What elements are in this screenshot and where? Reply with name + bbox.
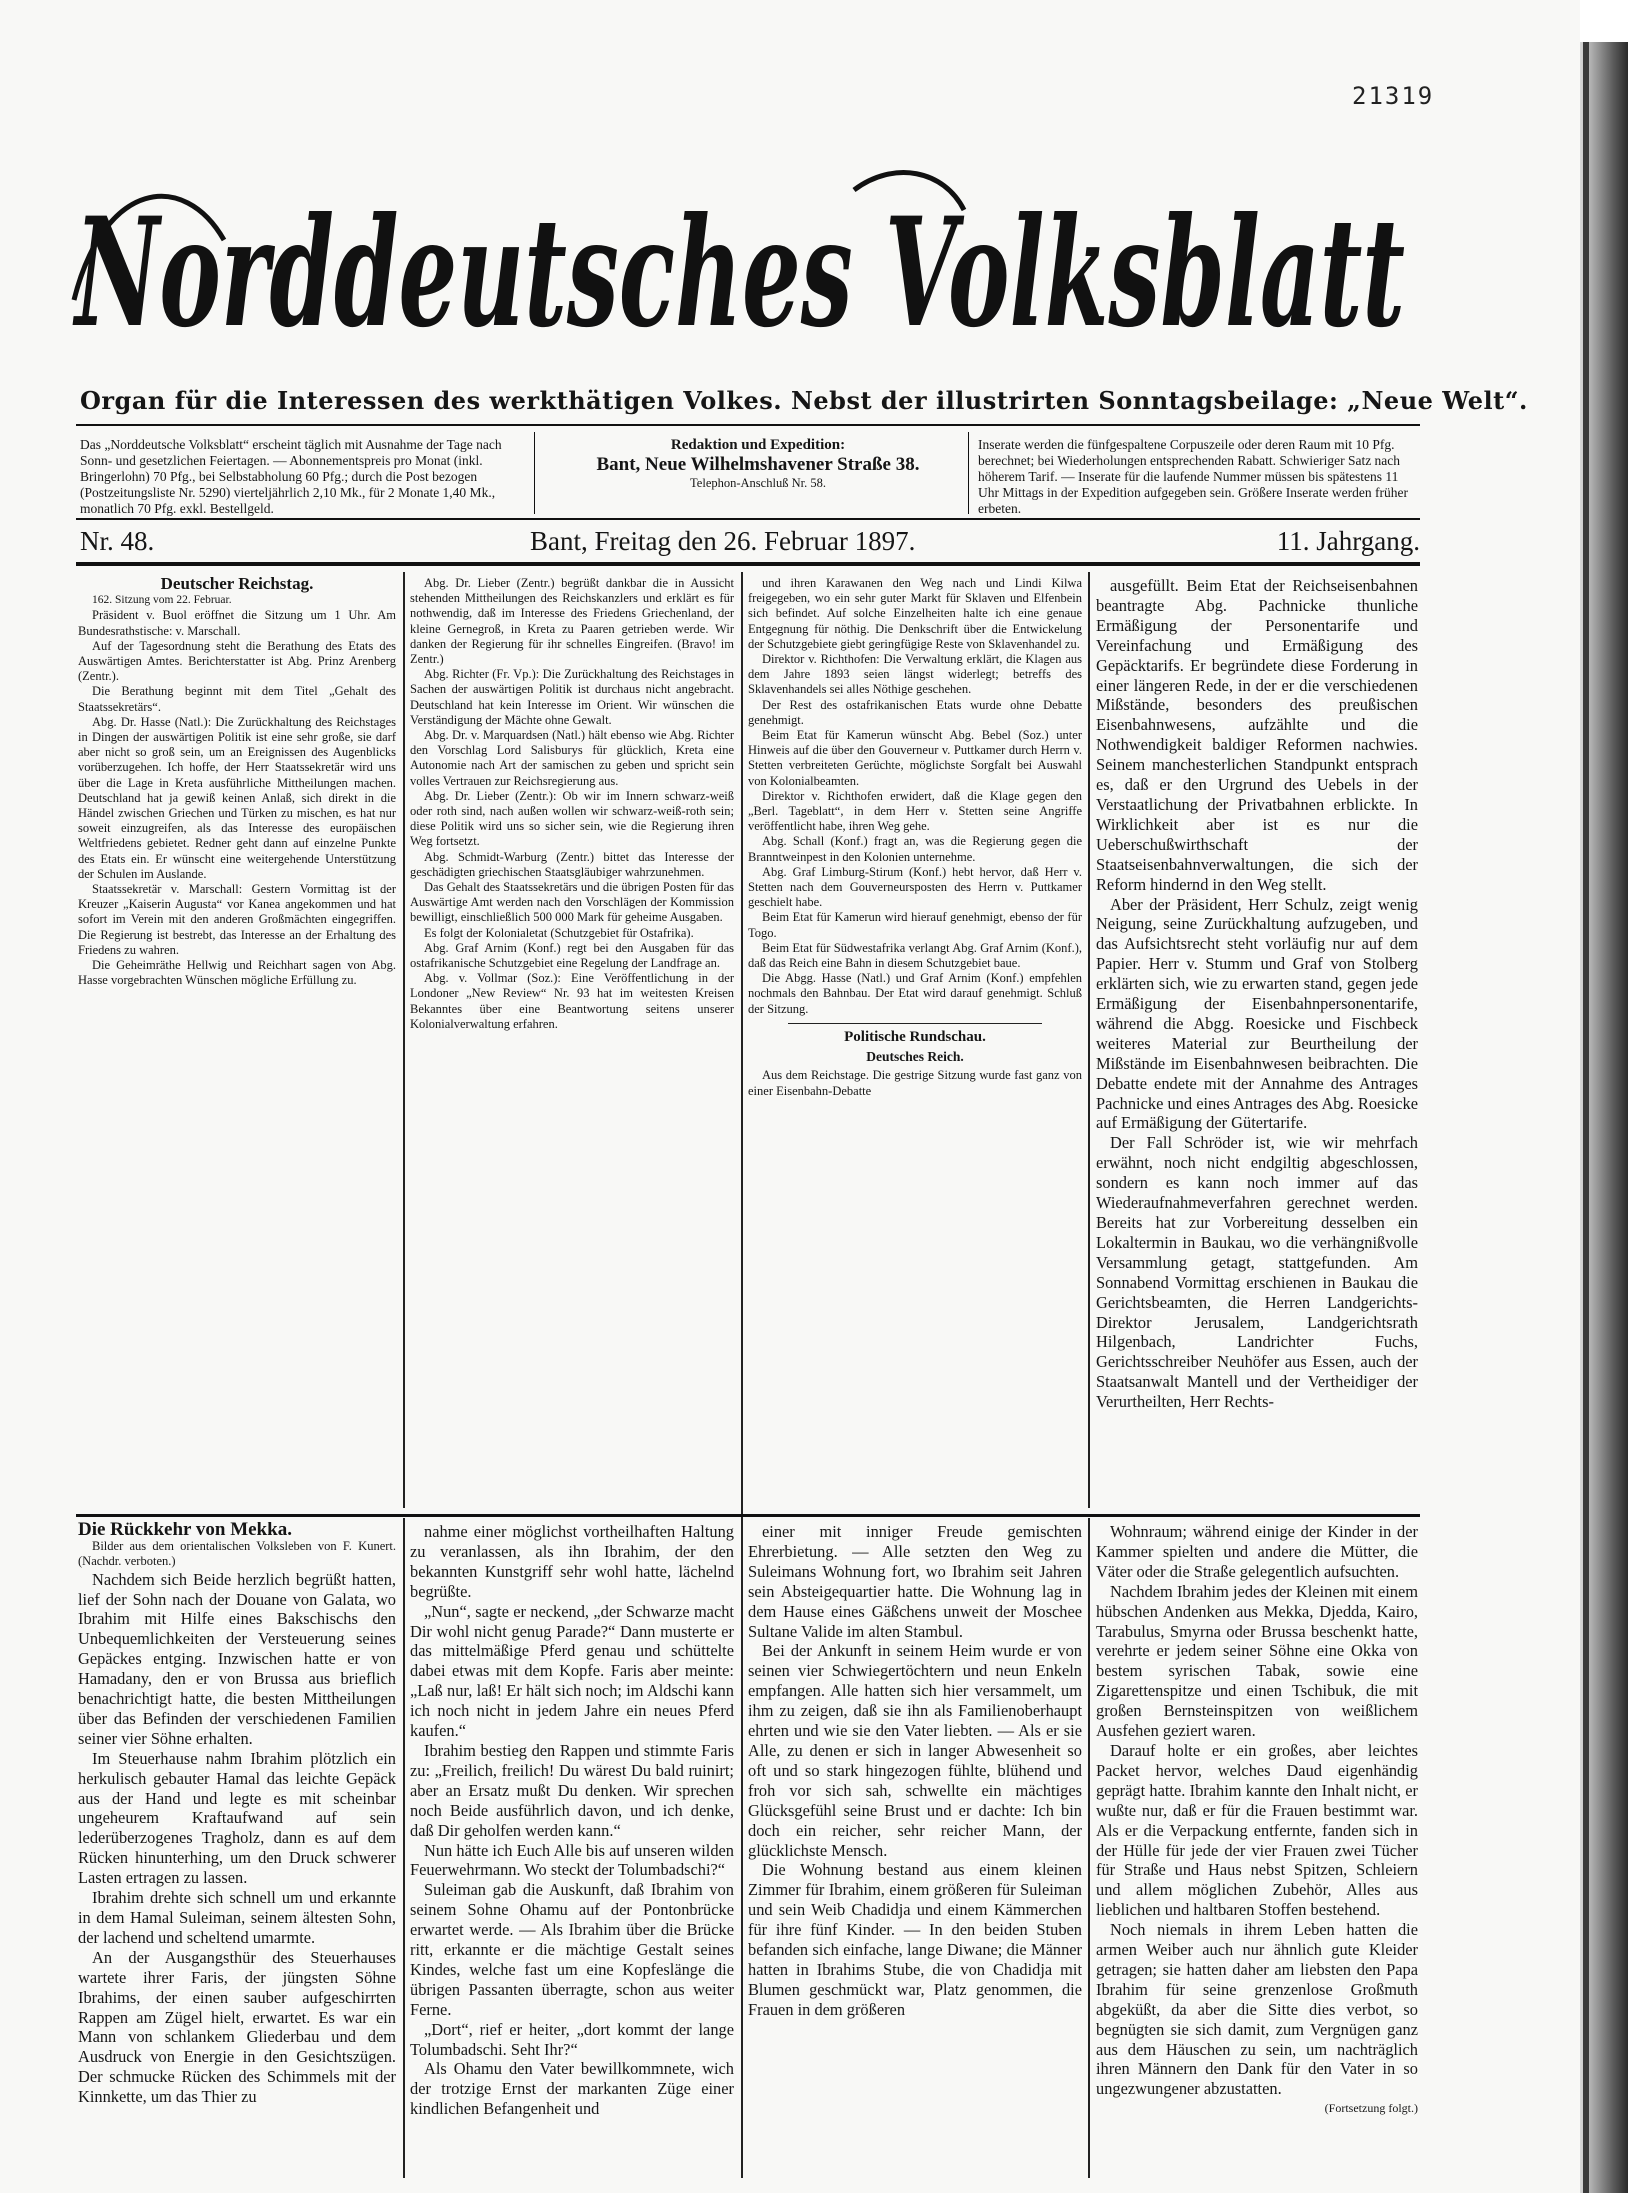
column-1 [78, 576, 396, 1504]
info-telephone: Telephon-Anschluß Nr. 58. [690, 476, 826, 490]
feuilleton-c2-p1: nahme einer möglichst vortheilhaften Haltung zu veranlassen, als ihn Ibrahim, der den bekannten Kunstgriff sehr wohl hatte, lächelnd begrüßte. [410, 1522, 734, 1601]
feuilleton-byline: Bilder aus dem orientalischen Volksleben von F. Kunert. (Nachdr. verboten.) [78, 1539, 396, 1569]
archive-mark: 21319 [1352, 82, 1435, 110]
reichstag-p2: Auf der Tagesordnung steht die Berathung des Etats des Auswärtigen Amtes. Berichterstatter ist Abg. Prinz Arenberg (Zentr.). [78, 638, 396, 684]
col4-p2: Aber der Präsident, Herr Schulz, zeigt wenig Neigung, seine Zurückhaltung aufzugeben, und das Aufsichtsrecht steht vorläufig nur auf dem Papier. Herr v. Stumm und Graf von Stolberg erklärten sich, wie zu erwarten stand, gegen jede Ermäßigung der Eisenbahnpersonentarife, während die Abgg. Roesicke und Fischbeck weiteres Material zur Beurtheilung der Mißstände im Eisenbahnwesen beibrachten. Die Debatte endete mit der Annahme des Antrages Pachnicke und eines Antrages des Abg. Roesicke auf Ermäßigung der Gütertarife. [1096, 894, 1418, 1133]
rundschau-rule [788, 1023, 1042, 1024]
column-rule-1 [403, 572, 405, 1508]
feuilleton-c1-p3: Ibrahim drehte sich schnell um und erkannte in dem Hamal Suleiman, seinem ältesten Sohn, der lachend und scheltend umarmte. [78, 1888, 396, 1947]
issue-date: Bant, Freitag den 26. Februar 1897. [530, 526, 916, 556]
reichstag-session: 162. Sitzung vom 22. Februar. [92, 594, 232, 607]
col2-p8: Abg. Graf Arnim (Konf.) regt bei den Ausgaben für das ostafrikanische Schutzgebiet eine Regelung der Landfrage an. [410, 940, 734, 971]
info-inserate: Inserate werden die fünfgespaltene Corpuszeile oder deren Raum mit 10 Pfg. berechnet; bei Wiederholungen entsprechenden Rabatt. Schwieriger Satz nach höherem Tarif. — Inserate für die laufende Nummer müssen bis spätestens 11 Uhr Mittags in der Expedition aufgegeben sein. Größere Inserate werden früher erbeten. [978, 437, 1408, 516]
feuilleton-headline: Die Rückkehr von Mekka. [78, 1522, 292, 1540]
reichstag-p4: Abg. Dr. Hasse (Natl.): Die Zurückhaltung des Reichstages in Dingen der auswärtigen Politik ist eine sehr große, sie darf aber nicht so groß sein, um an Ereignissen des Augenblicks vorüberzugehen. Ich hoffe, der Herr Staatssekretär wird uns über die Lage in Kreta ausführliche Mittheilungen machen. Deutschland hat ja gewiß keinen Anlaß, sich direkt in die Händel zwischen Griechen und Türken zu mischen, es hat nur soweit einzugreifen, als das Interesse des europäischen Weltfriedens gebietet. Redner geht dann auf einzelne Punkte des Etats ein. Er wünscht eine weitergehende Unterstützung der Schulen im Auslande. [78, 714, 396, 881]
reichstag-p6: Die Geheimräthe Hellwig und Reichhart sagen von Abg. Hasse vorgebrachten Wünschen mögliche Erfüllung zu. [78, 958, 396, 988]
col3-p7: Abg. Graf Limburg-Stirum (Konf.) hebt hervor, daß Herr v. Stetten nach dem Gouverneursposten des Herrn v. Puttkamer geschielt habe. [748, 864, 1082, 910]
reichstag-headline: Deutscher Reichstag. [160, 576, 314, 593]
reichstag-p1: Präsident v. Buol eröffnet die Sitzung um 1 Uhr. Am Bundesrathstische: v. Marschall. [78, 608, 396, 638]
col3-p2: Direktor v. Richthofen: Die Verwaltung erklärt, die Klagen aus dem Jahre 1893 seien längst widerlegt; betreffs des Sklavenhandels sei alles Nöthige geschehen. [748, 652, 1082, 697]
feuilleton-c2-p2: „Nun“, sagte er neckend, „der Schwarze macht Dir wohl nicht genug Parade?“ Dann musterte er das mittelmäßige Pferd genau und schüttelte dabei etwas mit dem Kopfe. Faris aber meinte: „Laß nur, laß! Er hält sich noch; im Aldschi kann ich noch nicht in jedem Jahre ein neues Pferd kaufen.“ [410, 1601, 734, 1741]
spine-edge [1583, 42, 1589, 2193]
feuilleton-c4-p2: Nachdem Ibrahim jedes der Kleinen mit einem hübschen Andenken aus Mekka, Djedda, Kairo, Tarabulus, Smyrna oder Brussa beschenkt hatte, verehrte er jedem seiner Söhne eine Okka von bestem syrischen Tabak, sowie eine Zigarettenspitze und einen Tschibuk, die mit großen Bernsteinspitzen von weißlichem Ausfehen geziert waren. [1096, 1581, 1418, 1741]
feuilleton-c2-p7: Als Ohamu den Vater bewillkommnete, wich der trotzige Ernst der markanten Züge einer kindlichen Befangenheit und [410, 2059, 734, 2119]
col3-p5: Direktor v. Richthofen erwidert, daß die Klage gegen den „Berl. Tageblatt“, in dem Herr v. Stetten seine Angriffe veröffentlicht habe, ihren Weg gehe. [748, 788, 1082, 834]
column-rule-f3 [1088, 1518, 1090, 2178]
feuilleton-column-4 [1096, 1522, 1418, 2172]
feuilleton-column-2 [410, 1522, 734, 2172]
col4-p1: ausgefüllt. Beim Etat der Reichseisenbahnen beantragte Abg. Pachnicke thunliche Ermäßigung der Personentarife und Vereinfachung und Ermäßigung des Gepäcktarifs. Er begründete diese Forderung in einer längeren Rede, in der er die verschiedenen Mißstände, besonders des preußischen Eisenbahnwesens, aufzählte und die Nothwendigkeit baldiger Reformen nachwies. Seinem manchesterlichen Standpunkt entsprach es, daß er den Urgrund des Uebels in der Verstaatlichung der Privatbahnen erblickte. In Wirklichkeit aber ist es nur die Ueberschußwirthschaft der Staatseisenbahnverwaltungen, die sich der Reform hindernd in den Weg stellt. [1096, 576, 1418, 894]
feuilleton-c3-p3: Die Wohnung bestand aus einem kleinen Zimmer für Ibrahim, einem größeren für Suleiman und sein Weib Chadidja und einem Kämmerchen für ihre fünf Kinder. — In den beiden Stuben befanden sich einfache, lange Diwane; die Männer hatten in Ibrahims Stube, die von Chadidja mit Blumen geschmückt war, Platz genommen, die Frauen in dem größeren [748, 1860, 1082, 2019]
masthead-title: Norddeutsches Volksblatt [72, 185, 1406, 361]
feuilleton-c2-p4: Nun hätte ich Euch Alle bis auf unseren wilden Feuerwehrmann. Wo steckt der Tolumbadschi?“ [410, 1840, 734, 1880]
issue-number: Nr. 48. [80, 526, 155, 556]
feuilleton-c3-p1: einer mit inniger Freude gemischten Ehrerbietung. — Alle setzten den Weg zu Suleimans Wohnung fort, wo Ibrahim seit Jahren sein Absteigequartier hatte. Die Wohnung lag in dem Hause eines Gäßchens unweit der Moschee Sultane Valide im alten Stambul. [748, 1522, 1082, 1641]
feuilleton-c4-p4: Noch niemals in ihrem Leben hatten die armen Weiber auch nur ähnlich gute Kleider getragen; sie hatten daher am liebsten den Papa Ibrahim für seine grenzenlose Großmuth abgeküßt, da aber die Sitte dies verbot, so begnügten sie sich damit, zum Vergnügen ganz aus dem Häuschen zu sein, um nachträglich ihren Männern den Dank für den Vater in so ungezwungener abzustatten. [1096, 1920, 1418, 2099]
column-4 [1096, 576, 1418, 1504]
feuilleton-column-3 [748, 1522, 1082, 2172]
rule-dateline [76, 562, 1420, 566]
feuilleton-c4-p1: Wohnraum; während einige der Kinder in der Kammer spielten und andere die Mütter, die Väter oder die Straße gelegentlich aufsuchten. [1096, 1522, 1418, 1581]
col3-p10: Die Abgg. Hasse (Natl.) und Graf Arnim (Konf.) empfehlen nochmals den Bahnbau. Der Etat wird darauf genehmigt. Schluß der Sitzung. [748, 971, 1082, 1016]
masthead-svg [64, 150, 1416, 380]
feuilleton-c4-p3: Darauf holte er ein großes, aber leichtes Packet hervor, welches Daud eigenhändig geprägt hatte. Ibrahim kannte den Inhalt nicht, er wußte nur, daß er für die Frauen bestimmt war. Als er die Verpackung entfernte, fanden sich in der Hülle für jede der vier Frauen zwei Tücher für Straße und Haus nebst Spitzen, Schleiern und allem möglichen Zubehör, Alles aus lieblichen und haltbaren Stoffen bestehend. [1096, 1740, 1418, 1920]
col2-p1: Abg. Dr. Lieber (Zentr.) begrüßt dankbar die in Aussicht stehenden Mittheilungen des Reichskanzlers und erklärt es für nothwendig, daß im Interesse des Friedens Griechenland, der kleine Gernegroß, in Kreta zu Paaren getrieben werde. Wir danken der Regierung für ihr schnelles Eingreifen. (Bravo! im Zentr.) [410, 576, 734, 667]
rule-top [76, 424, 1420, 426]
col3-p8: Beim Etat für Kamerun wird hierauf genehmigt, ebenso der für Togo. [748, 910, 1082, 940]
col2-p6: Das Gehalt des Staatssekretärs und die übrigen Posten für das Auswärtige Amt werden nach den Vorschlägen der Kommission bewilligt, einschließlich 500 000 Mark für geheime Ausgaben. [410, 880, 734, 925]
column-rule-f1 [403, 1518, 405, 2178]
col2-p4: Abg. Dr. Lieber (Zentr.): Ob wir im Innern schwarz-weiß oder roth sind, nach außen wollen wir schwarz-weiß-roth sein; diese Politik wird uns so sicher sein, wie die Regierung ihren Weg fortsetzt. [410, 788, 734, 849]
issue-year: 11. Jahrgang. [1276, 526, 1420, 556]
col3-p6: Abg. Schall (Konf.) fragt an, was die Regierung gegen die Branntweinpest in den Kolonien unternehme. [748, 834, 1082, 864]
column-rule-f2 [741, 1518, 743, 2178]
feuilleton-c2-p5: Suleiman gab die Auskunft, daß Ibrahim von seinem Sohne Ohamu auf der Pontonbrücke erwartet werde. — Als Ibrahim über die Brücke ritt, erkannte er die mächtige Gestalt seines Kindes, welche fast um eine Kopfeslänge die übrigen Passanten überragte, schon aus weiter Ferne. [410, 1880, 734, 2019]
col2-p2: Abg. Richter (Fr. Vp.): Die Zurückhaltung des Reichstages in Sachen der auswärtigen Politik ist durchaus nicht angebracht. Deutschland hat kein Interesse im Orient. Wir wünschen die Verständigung der Mächte ohne Gewalt. [410, 667, 734, 727]
feuilleton-c2-p6: „Dort“, rief er heiter, „dort kommt der lange Tolumbadschi. Seht Ihr?“ [410, 2019, 734, 2059]
feuilleton-c1-p4: An der Ausgangsthür des Steuerhauses wartete ihrer Faris, der jüngsten Söhne Ibrahims, der einen sauber aufgeschirrten Rappen am Zügel hielt, erwartet. Es war ein Mann von schlankem Gliederbau und dem Ausdruck von Energie in den Gesichtszügen. Der schmucke Rücken des Schimmels mit der Kinnkette, um das Thier zu [78, 1947, 396, 2107]
masthead [64, 150, 1416, 380]
col3-p4: Beim Etat für Kamerun wünscht Abg. Bebel (Soz.) unter Hinweis auf die über den Gouverneur v. Puttkamer durch Herrn v. Stetten verbreiteten Gerüchte, möglichste Sorgfalt bei Auswahl von Kolonialbeamten. [748, 728, 1082, 788]
rule-info-bottom [76, 518, 1420, 520]
column-2 [410, 576, 734, 1504]
col3-p1: und ihren Karawanen den Weg nach und Lindi Kilwa freigegeben, wo ein sehr guter Markt für Sklaven und Elfenbein sich befindet. Auf solche Einzelheiten halte ich eine genaue Entgegnung für nöthig. Die Denkschrift über die Entwickelung der Schutzgebiete giebt geringfügige Reste von Sklavenhandel zu. [748, 576, 1082, 651]
column-rule-3 [1088, 572, 1090, 1508]
feuilleton-column-1 [78, 1522, 396, 2172]
rule-feuilleton [76, 1514, 1420, 1517]
col2-p7: Es folgt der Kolonialetat (Schutzgebiet für Ostafrika). [424, 925, 694, 940]
feuilleton-c1-p1: Nachdem sich Beide herzlich begrüßt hatten, lief der Sohn nach der Douane von Galata, wo Ibrahim mit Hilfe eines Bakschischs den Unbequemlichkeiten der Versteuerung seines Gepäckes entging. Inzwischen hatte er von Hamadany, den er von Brussa aus brieflich benachrichtigt hatte, die besten Mittheilungen über das Befinden der verschiedenen Familien seiner vier Söhne erhalten. [78, 1569, 396, 1748]
info-redaction [548, 437, 968, 491]
info-subscription: Das „Norddeutsche Volksblatt“ erscheint täglich mit Ausnahme der Tage nach Sonn- und gesetzlichen Feiertagen. — Abonnementspreis pro Monat (inkl. Bringerlohn) 70 Pfg., bei Selbstabholung 60 Pfg.; durch die Post bezogen (Postzeitungsliste Nr. 5290) vierteljährlich 2,10 Mk., für 2 Monate 1,40 Mk., monatlich 70 Pfg. exkl. Bestellgeld. [80, 437, 502, 516]
rule-info-2 [968, 432, 969, 514]
col2-p9: Abg. v. Vollmar (Soz.): Eine Veröffentlichung in der Londoner „New Review“ Nr. 93 hat im weitesten Kreisen Bekanntes über eine Beantwortung seitens unserer Kolonialverwaltung erfahren. [410, 971, 734, 1031]
col2-p5: Abg. Schmidt-Warburg (Zentr.) bittet das Interesse der geschädigten griechischen Staatsgläubiger wahrzunehmen. [410, 849, 734, 879]
rundschau-p1: Aus dem Reichstage. Die gestrige Sitzung wurde fast ganz von einer Eisenbahn-Debatte [748, 1068, 1082, 1098]
feuilleton-continued: (Fortsetzung folgt.) [1324, 2101, 1418, 2116]
col3-p9: Beim Etat für Südwestafrika verlangt Abg. Graf Arnim (Konf.), daß das Reich eine Bahn in diesem Schutzgebiet baue. [748, 940, 1082, 971]
info-redaction-label: Redaktion und Expedition: [670, 437, 846, 453]
col4-p3: Der Fall Schröder ist, wie wir mehrfach erwähnt, noch nicht endgiltig abgeschlossen, sondern es kann noch immer auf das Wiederaufnahmeverfahren gerechnet werden. Bereits hat zur Vorbereitung desselben ein Lokaltermin in Baukau, wo die verhängnißvolle Versammlung getagt, stattgefunden. Am Sonnabend Vormittag erschienen in Baukau die Gerichtsbeamten, die Herren Landgerichts-Direktor Jerusalem, Landgerichtsrath Hilgenbach, Landrichter Fuchs, Gerichtsschreiber Neuhöfer aus Essen, auch der Staatsanwalt Mantell und der Vertheidiger der Verurtheilten, Herr Rechts- [1096, 1133, 1418, 1412]
col3-p3: Der Rest des ostafrikanischen Etats wurde ohne Debatte genehmigt. [748, 697, 1082, 727]
reichstag-p3: Die Berathung beginnt mit dem Titel „Gehalt des Staatssekretärs“. [78, 684, 396, 714]
feuilleton-c1-p2: Im Steuerhause nahm Ibrahim plötzlich ein herkulisch gebauter Hamal das leichte Gepäck aus der Hand und legte es mit scheinbar ungeheurem Kraftaufwand auf sein lederüberzogenes Tragholz, dann es auf dem Rücken hinunterhing, um den Druck schwerer Lasten ertragen zu lassen. [78, 1748, 396, 1888]
feuilleton-c2-p3: Ibrahim bestieg den Rappen und stimmte Faris zu: „Freilich, freilich! Du wärest Du bald ruinirt; aber an Ersatz mußt Du denken. Wir sprechen noch Beide ausführlich davon, und ich denke, daß Dir geholfen werden kann.“ [410, 1740, 734, 1840]
rundschau-subheadline: Deutsches Reich. [866, 1049, 964, 1065]
rule-info-1 [534, 432, 535, 514]
feuilleton-c3-p2: Bei der Ankunft in seinem Heim wurde er von seinen vier Schwiegertöchtern und neun Enkeln empfangen. Alle hatten sich hier versammelt, um ihm zu zeigen, daß sie ihn als Familienoberhaupt ehrten und wie sie den Vater liebten. — Als er sie Alle, zu denen er sich in langer Abwesenheit so oft und so stark hingezogen fühlte, blühend und froh vor sich sah, schwellte ein mächtiges Glücksgefühl seine Brust und er dachte: Ich bin doch ein reicher, sehr reicher Mann, der glücklichste Mensch. [748, 1641, 1082, 1860]
reichstag-p5: Staatssekretär v. Marschall: Gestern Vormittag ist der Kreuzer „Kaiserin Augusta“ vor Kanea angekommen und hat sofort im Verein mit den anderen Großmächten eingegriffen. Die Regierung ist bestrebt, das Interesse an der Erhaltung des Friedens zu wahren. [78, 882, 396, 957]
dateline [80, 526, 1420, 560]
subtitle: Organ für die Interessen des werkthätigen Volkes. Nebst der illustrirten Sonntagsbeilage: „Neue Welt“. [80, 386, 1528, 415]
col2-p3: Abg. Dr. v. Marquardsen (Natl.) hält ebenso wie Abg. Richter den Vorschlag Lord Salisburys für glücklich, Kreta eine Autonomie nach Art der samischen zu geben und spricht sein volles Vertrauen zur Reichsregierung aus. [410, 728, 734, 788]
info-address: Bant, Neue Wilhelmshavener Straße 38. [596, 454, 920, 475]
rundschau-headline: Politische Rundschau. [844, 1028, 986, 1045]
column-3 [748, 576, 1082, 1504]
